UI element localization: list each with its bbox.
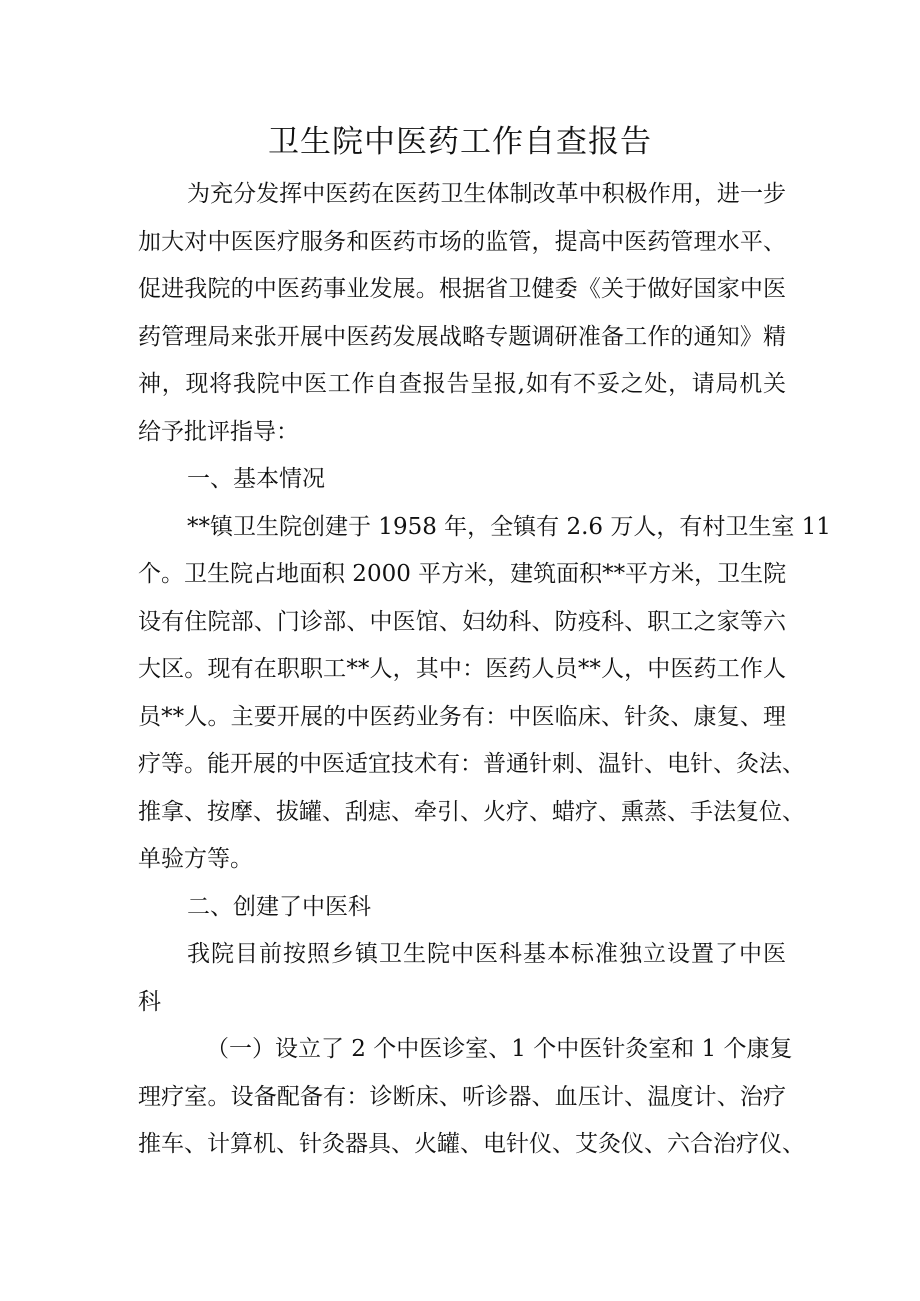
section2-line: 科 <box>138 988 161 1015</box>
document-title: 卫生院中医药工作自查报告 <box>268 124 652 160</box>
section1-line: 疗等。能开展的中医适宜技术有：普通针刺、温针、电针、灸法、 <box>138 751 805 777</box>
intro-line: 给予批评指导： <box>138 418 299 445</box>
section1-line: 设有住院部、门诊部、中医馆、妇幼科、防疫科、职工之家等六 <box>138 608 786 635</box>
intro-line: 神，现将我院中医工作自查报告呈报,如有不妥之处，请局机关 <box>138 371 786 397</box>
section2-heading: 二、创建了中医科 <box>187 893 371 920</box>
section1-heading: 一、基本情况 <box>187 466 325 492</box>
document-body <box>138 171 831 1169</box>
section2-line: 我院目前按照乡镇卫生院中医科基本标准独立设置了中医 <box>187 941 786 967</box>
section1-line: 单验方等。 <box>138 846 253 872</box>
intro-line: 促进我院的中医药事业发展。根据省卫健委《关于做好国家中医 <box>138 276 786 302</box>
section1-line: **镇卫生院创建于 1958 年，全镇有 2.6 万人，有村卫生室 11 <box>187 513 831 540</box>
section1-line: 大区。现有在职职工**人，其中：医药人员**人，中医药工作人 <box>138 656 786 682</box>
subsection1-line: 推车、计算机、针灸器具、火罐、电针仪、艾灸仪、六合治疗仪、 <box>138 1131 805 1157</box>
subsection1-line: 理疗室。设备配备有：诊断床、听诊器、血压计、温度计、治疗 <box>138 1083 786 1110</box>
section1-line: 员**人。主要开展的中医药业务有：中医临床、针灸、康复、理 <box>138 703 786 730</box>
subsection1-line: （一）设立了 2 个中医诊室、1 个中医针灸室和 1 个康复 <box>206 1036 793 1062</box>
intro-line: 为充分发挥中医药在医药卫生体制改革中积极作用，进一步 <box>187 181 786 207</box>
section1-line: 推拿、按摩、拔罐、刮痣、牵引、火疗、蜡疗、熏蒸、手法复位、 <box>138 798 805 825</box>
intro-line: 加大对中医医疗服务和医药市场的监管，提高中医药管理水平、 <box>138 228 786 255</box>
intro-line: 药管理局来张开展中医药发展战略专题调研准备工作的通知》精 <box>138 323 786 350</box>
section1-line: 个。卫生院占地面积 2000 平方米，建筑面积**平方米，卫生院 <box>138 561 787 587</box>
